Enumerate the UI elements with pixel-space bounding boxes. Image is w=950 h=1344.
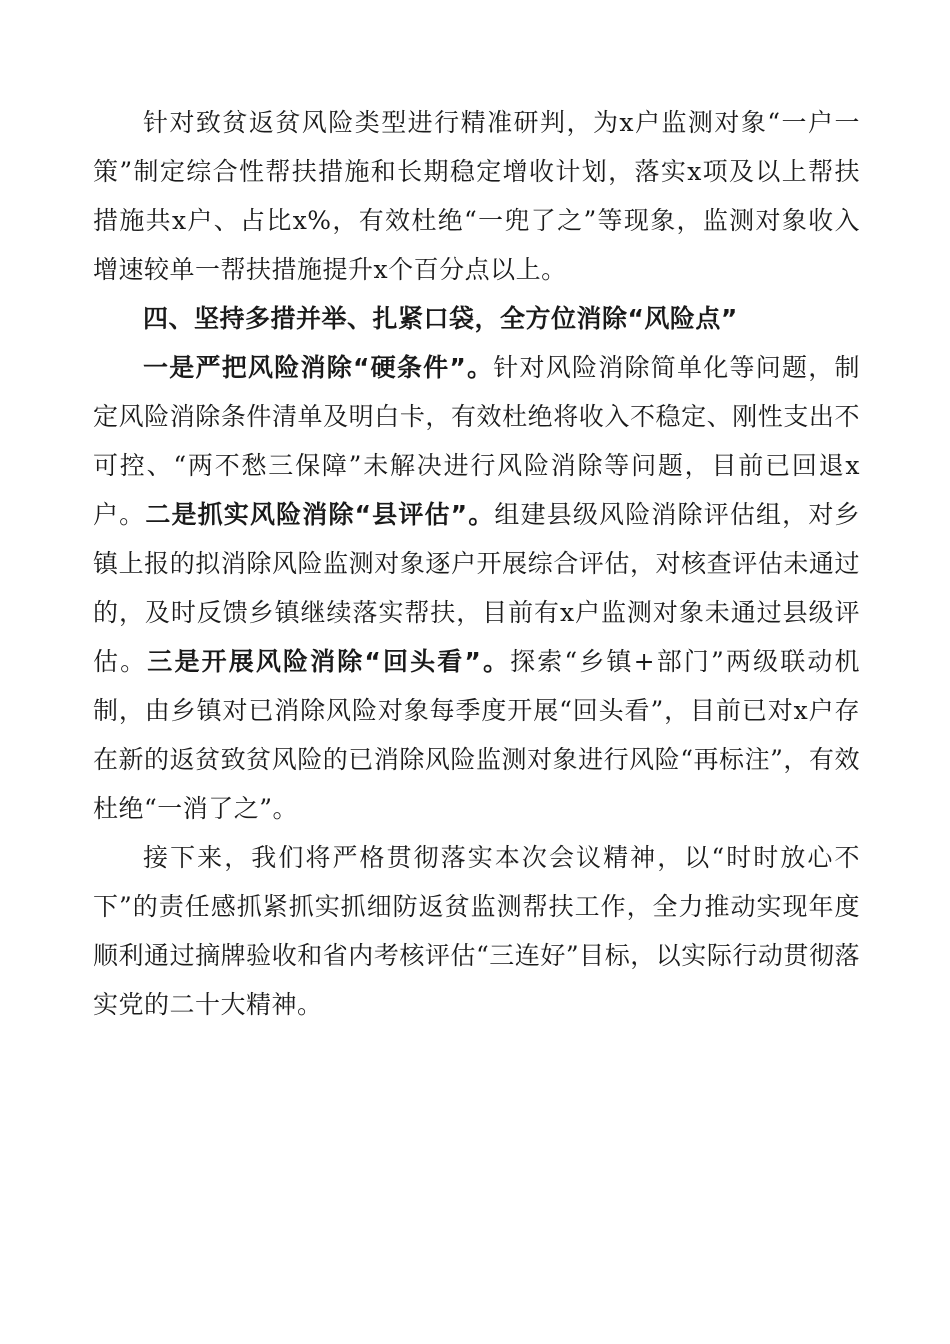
paragraph-next-steps <box>93 833 860 1029</box>
paragraph-text: 针对致贫返贫风险类型进行精准研判，为x户监测对象“一户一策”制定综合性帮扶措施和长期稳定增收计划，落实x项及以上帮扶措施共x户、占比x%，有效杜绝“一兜了之”等现象，监测对象收入增速较单一帮扶措施提升x个百分点以上。 <box>93 108 860 284</box>
point-one-text: 针对风险消除简单化等问题，制定风险消除条件清单及明白卡，有效杜绝将收入不稳定、刚性支出不可控、“两不愁三保障”未解决进行风险消除等问题，目前已回退x户。 <box>93 353 860 529</box>
heading-text: 四、坚持多措并举、扎紧口袋，全方位消除“风险点” <box>143 304 738 333</box>
point-two-title: 二是抓实风险消除“县评估”。 <box>145 500 495 529</box>
point-two-text: 组建县级风险消除评估组，对乡镇上报的拟消除风险监测对象逐户开展综合评估，对核查评估未通过的，及时反馈乡镇继续落实帮扶，目前有x户监测对象未通过县级评估。 <box>93 500 860 676</box>
paragraph-text: 接下来，我们将严格贯彻落实本次会议精神，以“时时放心不下”的责任感抓紧抓实抓细防返贫监测帮扶工作，全力推动实现年度顺利通过摘牌验收和省内考核评估“三连好”目标，以实际行动贯彻落实党的二十大精神。 <box>93 843 860 1019</box>
point-one-title: 一是严把风险消除“硬条件”。 <box>143 353 494 382</box>
paragraph-targeted-assistance <box>93 98 860 294</box>
section-heading-four <box>93 294 860 343</box>
paragraph-risk-elimination <box>93 343 860 833</box>
point-three-text: 探索“乡镇+部门”两级联动机制，由乡镇对已消除风险对象每季度开展“回头看”，目前已对x户存在新的返贫致贫风险的已消除风险监测对象进行风险“再标注”，有效杜绝“一消了之”。 <box>93 647 860 823</box>
point-three-title: 三是开展风险消除“回头看”。 <box>147 647 511 676</box>
